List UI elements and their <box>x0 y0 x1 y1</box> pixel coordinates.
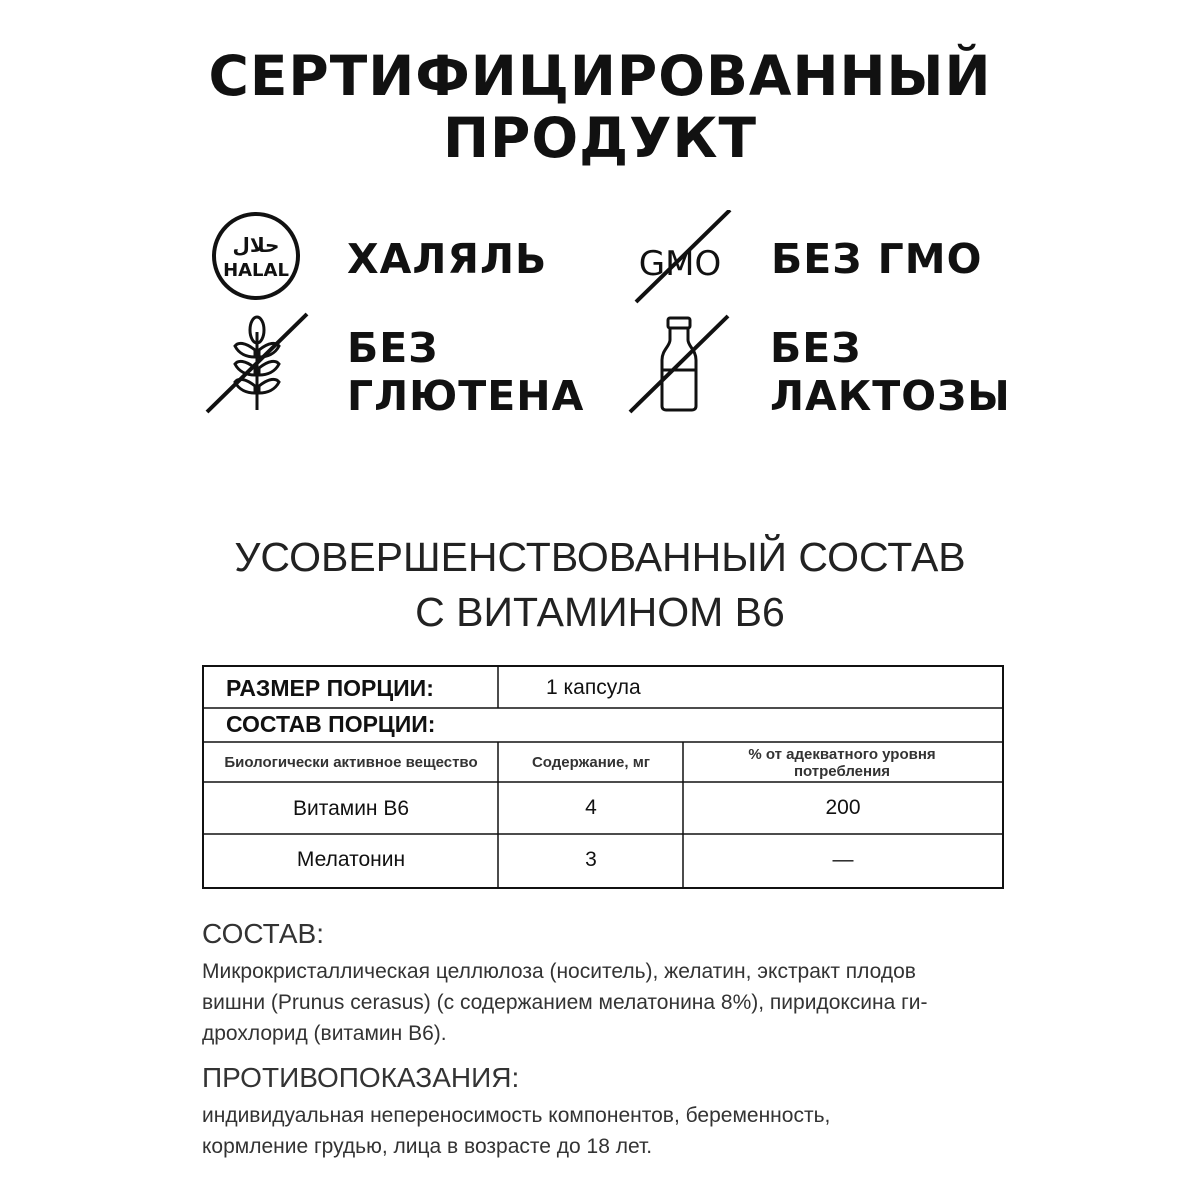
halal-icon <box>210 210 302 302</box>
column-header-substance: Биологически активное вещество <box>224 754 478 771</box>
serving-composition-label: СОСТАВ ПОРЦИИ: <box>226 711 436 737</box>
composition-title: СОСТАВ: <box>202 918 324 949</box>
composition-text-line1: Микрокристаллическая целлюлоза (носитель), желатин, экстракт плодов <box>202 960 916 983</box>
badge-lactose-free <box>628 310 1028 420</box>
page-title-line1: СЕРТИФИЦИРОВАННЫЙ <box>208 44 992 108</box>
no-gmo-icon-text: GMO <box>638 244 722 284</box>
badge-halal-label: ХАЛЯЛЬ <box>347 235 548 283</box>
badge-no-gmo-label: БЕЗ ГМО <box>771 235 983 283</box>
contraindications-title: ПРОТИВОПОКАЗАНИЯ: <box>202 1062 520 1093</box>
column-header-amount: Содержание, мг <box>531 754 651 771</box>
badge-lactose-free-label <box>770 324 1011 420</box>
table-row-substance: Витамин В6 <box>292 797 410 820</box>
table-row-amount: 3 <box>585 848 597 871</box>
page-title-line2: ПРОДУКТ <box>443 106 757 170</box>
serving-size-label: РАЗМЕР ПОРЦИИ: <box>226 675 434 701</box>
composition-text-line3: дрохлорид (витамин В6). <box>202 1022 447 1045</box>
badge-gluten-free-label-line2: ГЛЮТЕНА <box>347 372 585 420</box>
halal-icon-arabic: حلال <box>232 233 280 257</box>
composition-text <box>202 956 1002 1049</box>
page-title <box>0 45 1200 169</box>
nutrition-table <box>202 665 1004 889</box>
badge-gluten-free <box>205 310 605 420</box>
badge-gluten-free-label-line1: БЕЗ <box>347 324 439 372</box>
contraindications-text <box>202 1100 1002 1162</box>
table-row-substance: Мелатонин <box>296 848 406 871</box>
contraindications-text-line2: кормление грудью, лица в возрасте до 18 лет. <box>202 1135 653 1158</box>
badge-lactose-free-label-line2: ЛАКТОЗЫ <box>770 372 1011 420</box>
serving-size-value: 1 капсула <box>546 676 641 699</box>
table-row-percent: — <box>832 848 854 871</box>
composition-text-line2: вишни (Prunus cerasus) (с содержанием мелатонина 8%), пиридоксина ги- <box>202 991 928 1014</box>
no-gluten-wheat-icon <box>205 310 309 414</box>
table-row-percent: 200 <box>825 796 861 819</box>
badge-lactose-free-label-line1: БЕЗ <box>770 324 862 372</box>
formula-subtitle-line2: С ВИТАМИНОМ В6 <box>415 589 785 635</box>
contraindications-text-line1: индивидуальная непереносимость компонентов, беременность, <box>202 1104 831 1127</box>
badge-halal <box>210 210 590 310</box>
column-header-percent: % от адекватного уровня потребления <box>748 746 936 780</box>
formula-subtitle-line1: УСОВЕРШЕНСТВОВАННЫЙ СОСТАВ <box>234 534 966 580</box>
formula-subtitle <box>0 530 1200 640</box>
badge-gluten-free-label <box>347 324 584 420</box>
badge-no-gmo <box>628 210 1008 310</box>
no-lactose-bottle-icon <box>628 310 732 414</box>
no-gmo-icon <box>628 210 738 310</box>
table-row-amount: 4 <box>585 796 597 819</box>
halal-icon-latin: HALAL <box>223 260 289 281</box>
